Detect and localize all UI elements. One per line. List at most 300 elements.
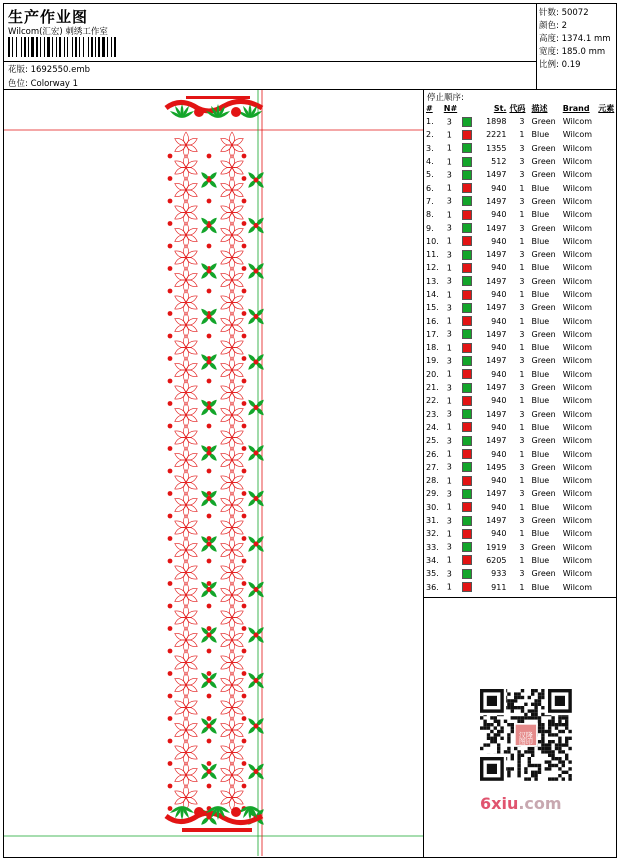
needle-number: 3 xyxy=(446,383,452,393)
needle-number: 3 xyxy=(446,462,452,472)
cell-desc: Green xyxy=(531,356,556,366)
cell-n: 36. xyxy=(426,582,439,592)
cell-brand: Wilcom xyxy=(562,516,592,526)
cell-element xyxy=(595,328,616,341)
cell-element xyxy=(595,567,616,580)
cell-desc: Green xyxy=(531,569,556,579)
cell-desc: Blue xyxy=(531,290,550,299)
cell-brand: Wilcom xyxy=(562,502,592,512)
sequence-row xyxy=(424,168,616,181)
cell-desc: Green xyxy=(531,276,556,286)
cell-brand: Wilcom xyxy=(562,183,592,193)
stat-width: 宽度: 185.0 mm xyxy=(539,47,606,57)
color-swatch xyxy=(462,476,472,486)
col-stitches: St. xyxy=(493,104,507,113)
cell-code: 1 xyxy=(519,316,525,326)
color-swatch xyxy=(462,569,472,579)
cell-code: 1 xyxy=(519,290,525,299)
cell-code: 3 xyxy=(519,250,525,260)
needle-number: 3 xyxy=(446,356,452,366)
cell-desc: Green xyxy=(531,117,556,127)
cell-desc: Green xyxy=(531,250,556,260)
col-brand: Brand xyxy=(562,104,590,113)
cell-element xyxy=(595,514,616,527)
needle-number: 1 xyxy=(446,143,452,153)
cell-brand: Wilcom xyxy=(562,369,592,379)
cell-desc: Green xyxy=(531,196,556,206)
color-swatch xyxy=(462,290,472,300)
cell-n: 20. xyxy=(426,369,439,379)
cell-n: 11. xyxy=(426,250,439,260)
cell-element xyxy=(595,541,616,554)
cell-n: 22. xyxy=(426,396,439,406)
cell-element xyxy=(595,301,616,314)
svg-text:图印: 图印 xyxy=(518,738,533,747)
cell-desc: Blue xyxy=(531,183,550,193)
cell-element xyxy=(595,394,616,407)
cell-code: 1 xyxy=(519,210,525,220)
cell-element xyxy=(595,261,616,274)
cell-code: 3 xyxy=(519,409,525,419)
stat-stitches: 针数: 50072 xyxy=(539,8,589,18)
cell-st: 1495 xyxy=(486,462,507,472)
cell-st: 1919 xyxy=(486,542,507,552)
cell-desc: Green xyxy=(531,329,556,339)
cell-desc: Blue xyxy=(531,316,550,326)
cell-element xyxy=(595,381,616,394)
color-swatch xyxy=(462,449,472,459)
cell-desc: Green xyxy=(531,462,556,472)
cell-desc: Blue xyxy=(531,130,550,140)
color-swatch xyxy=(462,183,472,193)
cell-n: 35. xyxy=(426,569,439,579)
cell-desc: Blue xyxy=(531,396,550,406)
cell-code: 1 xyxy=(519,582,525,592)
sequence-row xyxy=(424,580,616,593)
color-swatch xyxy=(462,343,472,353)
cell-brand: Wilcom xyxy=(562,449,592,459)
color-swatch xyxy=(462,502,472,512)
cell-code: 3 xyxy=(519,303,525,313)
needle-number: 1 xyxy=(446,210,452,220)
sequence-row xyxy=(424,354,616,367)
cell-brand: Wilcom xyxy=(562,462,592,472)
cell-brand: Wilcom xyxy=(562,582,592,592)
cell-n: 26. xyxy=(426,449,439,459)
cell-st: 1497 xyxy=(486,170,507,180)
cell-n: 24. xyxy=(426,422,439,432)
cell-element xyxy=(595,288,616,301)
cell-st: 1497 xyxy=(486,436,507,446)
embroidery-preview xyxy=(4,90,423,856)
color-swatch xyxy=(462,396,472,406)
qr-code xyxy=(473,687,579,781)
cell-element xyxy=(595,368,616,381)
cell-desc: Green xyxy=(531,542,556,552)
cell-code: 1 xyxy=(519,183,525,193)
cell-brand: Wilcom xyxy=(562,396,592,406)
colorway: 色位: Colorway 1 xyxy=(8,79,79,89)
color-swatch xyxy=(462,117,472,127)
cell-code: 1 xyxy=(519,236,525,246)
cell-code: 3 xyxy=(519,276,525,286)
cell-element xyxy=(595,235,616,248)
cell-brand: Wilcom xyxy=(562,529,592,539)
cell-n: 30. xyxy=(426,502,439,512)
cell-desc: Green xyxy=(531,489,556,499)
cell-element xyxy=(595,128,616,141)
needle-number: 1 xyxy=(446,555,452,565)
cell-brand: Wilcom xyxy=(562,555,592,565)
cell-code: 3 xyxy=(519,170,525,180)
cell-st: 911 xyxy=(491,582,507,592)
color-swatch xyxy=(462,329,472,339)
cell-brand: Wilcom xyxy=(562,356,592,366)
cell-element xyxy=(595,142,616,155)
cell-element xyxy=(595,580,616,593)
needle-number: 3 xyxy=(446,303,452,313)
cell-code: 1 xyxy=(519,422,525,432)
cell-element xyxy=(595,221,616,234)
cell-st: 1497 xyxy=(486,409,507,419)
needle-number: 3 xyxy=(446,516,452,526)
color-swatch xyxy=(462,555,472,565)
cell-desc: Green xyxy=(531,143,556,153)
worksheet-frame xyxy=(3,3,617,858)
cell-desc: Green xyxy=(531,223,556,233)
needle-number: 1 xyxy=(446,130,452,140)
needle-number: 3 xyxy=(446,196,452,206)
col-code: 代码 xyxy=(509,104,526,113)
color-swatch xyxy=(462,383,472,393)
cell-st: 940 xyxy=(491,502,507,512)
cell-st: 2221 xyxy=(486,130,507,140)
needle-number: 3 xyxy=(446,569,452,579)
cell-st: 6205 xyxy=(486,555,507,565)
cell-element xyxy=(595,554,616,567)
color-swatch xyxy=(462,170,472,180)
cell-brand: Wilcom xyxy=(562,196,592,206)
cell-brand: Wilcom xyxy=(562,409,592,419)
cell-st: 1497 xyxy=(486,250,507,260)
cell-code: 1 xyxy=(519,263,525,273)
sequence-row xyxy=(424,314,616,327)
cell-code: 3 xyxy=(519,196,525,206)
cell-st: 1497 xyxy=(486,276,507,286)
sequence-row xyxy=(424,461,616,474)
cell-desc: Green xyxy=(531,409,556,419)
sequence-row xyxy=(424,474,616,487)
needle-number: 1 xyxy=(446,396,452,406)
cell-desc: Blue xyxy=(531,582,550,592)
cell-element xyxy=(595,275,616,288)
cell-st: 512 xyxy=(491,157,507,167)
cell-st: 1497 xyxy=(486,356,507,366)
design-canvas xyxy=(4,90,424,857)
cell-n: 23. xyxy=(426,409,439,419)
needle-number: 1 xyxy=(446,582,452,592)
cell-desc: Blue xyxy=(531,236,550,246)
cell-code: 1 xyxy=(519,529,525,539)
cell-n: 21. xyxy=(426,383,439,393)
sequence-row xyxy=(424,248,616,261)
needle-number: 3 xyxy=(446,170,452,180)
stat-height: 高度: 1374.1 mm xyxy=(539,34,611,44)
color-swatch xyxy=(462,582,472,592)
cell-n: 32. xyxy=(426,529,439,539)
needle-number: 1 xyxy=(446,316,452,326)
cell-n: 6. xyxy=(426,183,434,193)
cell-st: 933 xyxy=(491,569,507,579)
color-swatch xyxy=(462,210,472,220)
sequence-table xyxy=(424,102,616,594)
color-swatch xyxy=(462,369,472,379)
cell-brand: Wilcom xyxy=(562,130,592,140)
cell-st: 940 xyxy=(491,476,507,486)
cell-code: 3 xyxy=(519,143,525,153)
color-swatch xyxy=(462,196,472,206)
color-swatch xyxy=(462,356,472,366)
sequence-row xyxy=(424,115,616,128)
needle-number: 1 xyxy=(446,476,452,486)
color-swatch xyxy=(462,516,472,526)
cell-element xyxy=(595,181,616,194)
color-swatch xyxy=(462,489,472,499)
cell-st: 940 xyxy=(491,369,507,379)
needle-number: 1 xyxy=(446,502,452,512)
cell-n: 25. xyxy=(426,436,439,446)
color-swatch xyxy=(462,236,472,246)
sequence-row xyxy=(424,501,616,514)
needle-number: 1 xyxy=(446,290,452,299)
needle-number: 3 xyxy=(446,250,452,260)
needle-number: 1 xyxy=(446,263,452,273)
cell-st: 940 xyxy=(491,316,507,326)
design-file: 花版: 1692550.emb xyxy=(8,65,91,75)
color-swatch xyxy=(462,542,472,552)
cell-n: 27. xyxy=(426,462,439,472)
cell-brand: Wilcom xyxy=(562,569,592,579)
sequence-row xyxy=(424,235,616,248)
stats-block xyxy=(537,4,616,90)
cell-element xyxy=(595,341,616,354)
cell-code: 1 xyxy=(519,502,525,512)
sequence-row xyxy=(424,567,616,580)
cell-element xyxy=(595,447,616,460)
color-swatch xyxy=(462,409,472,419)
watermark-site: 6xiu.com xyxy=(480,794,562,813)
cell-n: 17. xyxy=(426,329,439,339)
cell-n: 29. xyxy=(426,489,439,499)
cell-n: 19. xyxy=(426,356,439,366)
cell-code: 3 xyxy=(519,356,525,366)
cell-code: 3 xyxy=(519,383,525,393)
sequence-row xyxy=(424,394,616,407)
sequence-row xyxy=(424,221,616,234)
header-block xyxy=(4,4,537,90)
cell-code: 3 xyxy=(519,569,525,579)
cell-element xyxy=(595,434,616,447)
color-swatch xyxy=(462,130,472,140)
sequence-row xyxy=(424,341,616,354)
cell-brand: Wilcom xyxy=(562,170,592,180)
cell-code: 3 xyxy=(519,117,525,127)
cell-element xyxy=(595,208,616,221)
color-swatch xyxy=(462,422,472,432)
cell-n: 28. xyxy=(426,476,439,486)
needle-number: 3 xyxy=(446,223,452,233)
cell-code: 1 xyxy=(519,449,525,459)
cell-code: 3 xyxy=(519,157,525,167)
cell-brand: Wilcom xyxy=(562,476,592,486)
cell-brand: Wilcom xyxy=(562,422,592,432)
needle-number: 1 xyxy=(446,157,452,167)
cell-brand: Wilcom xyxy=(562,383,592,393)
sequence-row xyxy=(424,301,616,314)
cell-element xyxy=(595,168,616,181)
needle-number: 3 xyxy=(446,542,452,552)
cell-n: 18. xyxy=(426,343,439,353)
sequence-row xyxy=(424,447,616,460)
barcode xyxy=(8,37,146,57)
cell-st: 940 xyxy=(491,343,507,353)
needle-number: 3 xyxy=(446,329,452,339)
cell-brand: Wilcom xyxy=(562,117,592,127)
sequence-row xyxy=(424,541,616,554)
cell-n: 5. xyxy=(426,170,434,180)
divider xyxy=(4,61,536,62)
needle-number: 1 xyxy=(446,449,452,459)
sequence-row xyxy=(424,408,616,421)
cell-element xyxy=(595,408,616,421)
cell-brand: Wilcom xyxy=(562,263,592,273)
cell-n: 10. xyxy=(426,236,439,246)
cell-code: 1 xyxy=(519,130,525,140)
cell-desc: Blue xyxy=(531,449,550,459)
sequence-row xyxy=(424,128,616,141)
cell-desc: Blue xyxy=(531,502,550,512)
cell-n: 9. xyxy=(426,223,434,233)
cell-st: 1497 xyxy=(486,516,507,526)
sequence-row xyxy=(424,381,616,394)
cell-element xyxy=(595,461,616,474)
cell-n: 3. xyxy=(426,143,434,153)
sequence-row xyxy=(424,275,616,288)
cell-st: 940 xyxy=(491,529,507,539)
cell-brand: Wilcom xyxy=(562,290,592,299)
cell-desc: Green xyxy=(531,170,556,180)
cell-element xyxy=(595,487,616,500)
needle-number: 1 xyxy=(446,369,452,379)
cell-code: 1 xyxy=(519,476,525,486)
cell-brand: Wilcom xyxy=(562,489,592,499)
cell-brand: Wilcom xyxy=(562,143,592,153)
cell-n: 13. xyxy=(426,276,439,286)
sequence-title: 停止顺序: xyxy=(427,93,464,103)
cell-n: 2. xyxy=(426,130,434,140)
cell-n: 15. xyxy=(426,303,439,313)
color-swatch xyxy=(462,303,472,313)
cell-st: 940 xyxy=(491,396,507,406)
cell-n: 14. xyxy=(426,290,439,299)
sequence-row xyxy=(424,554,616,567)
cell-st: 1497 xyxy=(486,489,507,499)
needle-number: 3 xyxy=(446,409,452,419)
cell-brand: Wilcom xyxy=(562,542,592,552)
company-name: Wilcom(汇宏) 刺绣工作室 xyxy=(8,27,108,37)
cell-n: 33. xyxy=(426,542,439,552)
cell-st: 940 xyxy=(491,449,507,459)
col-element: 元素 xyxy=(598,104,615,113)
col-needle: N# xyxy=(443,104,458,113)
cell-desc: Blue xyxy=(531,529,550,539)
cell-st: 1898 xyxy=(486,117,507,127)
cell-n: 34. xyxy=(426,555,439,565)
color-swatch xyxy=(462,276,472,286)
cell-st: 1497 xyxy=(486,196,507,206)
cell-code: 1 xyxy=(519,555,525,565)
sequence-header-row xyxy=(424,102,616,115)
cell-element xyxy=(595,354,616,367)
needle-number: 3 xyxy=(446,489,452,499)
sequence-row xyxy=(424,514,616,527)
cell-st: 1355 xyxy=(486,143,507,153)
cell-st: 1497 xyxy=(486,383,507,393)
cell-desc: Green xyxy=(531,157,556,167)
sequence-row xyxy=(424,208,616,221)
page-title: 生产作业图 xyxy=(8,8,89,26)
cell-desc: Green xyxy=(531,303,556,313)
color-swatch xyxy=(462,263,472,273)
cell-brand: Wilcom xyxy=(562,436,592,446)
sequence-row xyxy=(424,142,616,155)
cell-desc: Blue xyxy=(531,210,550,220)
needle-number: 1 xyxy=(446,236,452,246)
table-bottom-rule xyxy=(424,597,616,598)
cell-code: 1 xyxy=(519,369,525,379)
cell-code: 1 xyxy=(519,343,525,353)
cell-element xyxy=(595,115,616,128)
needle-number: 1 xyxy=(446,343,452,353)
needle-number: 1 xyxy=(446,183,452,193)
col-desc: 描述 xyxy=(531,104,548,113)
color-swatch xyxy=(462,143,472,153)
sequence-row xyxy=(424,155,616,168)
cell-brand: Wilcom xyxy=(562,303,592,313)
cell-brand: Wilcom xyxy=(562,223,592,233)
cell-element xyxy=(595,474,616,487)
sequence-row xyxy=(424,328,616,341)
cell-brand: Wilcom xyxy=(562,316,592,326)
cell-desc: Blue xyxy=(531,369,550,379)
needle-number: 3 xyxy=(446,276,452,286)
cell-desc: Blue xyxy=(531,555,550,565)
cell-st: 940 xyxy=(491,210,507,220)
cell-n: 1. xyxy=(426,117,434,127)
stat-colors: 颜色: 2 xyxy=(539,21,567,31)
color-swatch xyxy=(462,250,472,260)
cell-brand: Wilcom xyxy=(562,210,592,220)
cell-desc: Blue xyxy=(531,476,550,486)
cell-st: 1497 xyxy=(486,223,507,233)
cell-element xyxy=(595,421,616,434)
cell-element xyxy=(595,248,616,261)
color-swatch xyxy=(462,529,472,539)
sequence-row xyxy=(424,368,616,381)
cell-code: 3 xyxy=(519,436,525,446)
cell-desc: Blue xyxy=(531,263,550,273)
cell-code: 3 xyxy=(519,542,525,552)
